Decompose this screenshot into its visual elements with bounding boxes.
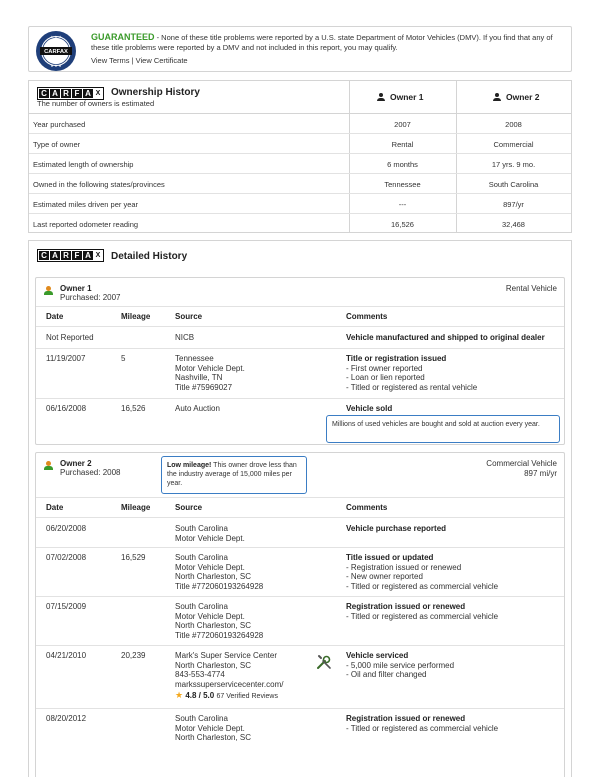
logo-letter: C [39,89,49,98]
table-row [29,174,571,194]
row-label: Estimated miles driven per year [33,200,139,209]
entry-comment-title: Vehicle manufactured and shipped to original dealer [346,333,545,342]
row-label: Type of owner [33,140,81,149]
source-line: Title #772060193264928 [175,630,264,640]
logo-letter: C [39,251,49,260]
low-mileage-text: This owner drove less than the industry average of 15,000 miles per year. [167,462,297,487]
divider [36,517,564,518]
divider [36,348,564,349]
logo-letter: R [61,251,71,260]
source-line: Title #772060193264928 [175,581,264,591]
divider [36,497,564,498]
guarantee-text [91,33,561,52]
owner2-value: 2008 [505,120,522,129]
entry-date: 06/16/2008 [46,404,87,413]
logo-letter: X [95,252,101,259]
source-line: North Charleston, SC [175,660,252,670]
owner1-vehicle-type: Rental Vehicle [505,284,557,293]
owner2-vehicle-info [486,459,557,479]
comment-line: - Titled or registered as commercial vehicle [346,611,499,621]
auction-info-callout: Millions of used vehicles are bought and sold at auction every year. [326,415,560,443]
entry-source [175,524,315,543]
source-line: South Carolina [175,714,228,723]
divider [36,398,564,399]
comments-column-header: Comments [346,503,388,512]
person-icon [377,93,385,101]
owner1-value: 6 months [387,160,418,169]
comment-line: - Titled or registered as rental vehicle [346,382,478,392]
divider [36,645,564,646]
mileage-column-header: Mileage [121,503,151,512]
entry-date: 07/02/2008 [46,553,87,562]
source-line: Motor Vehicle Dept. [175,723,245,733]
person-icon [44,286,53,295]
owner2-purchased: Purchased: 2008 [60,468,121,477]
divider [36,708,564,709]
entry-comments [346,602,561,621]
owner2-miles-per-year: 897 mi/yr [524,469,557,478]
entry-source: NICB [175,333,195,342]
source-column-header: Source [175,312,203,321]
rating-score: 4.8 / 5.0 [185,691,215,700]
owner1-label: Owner 1 [390,92,424,102]
source-line: Nashville, TN [175,373,223,382]
entry-comment-title: Vehicle sold [346,404,393,413]
owner2-history-card [35,452,565,777]
logo-letter: A [50,251,60,260]
verified-reviews-link[interactable]: 67 Verified Reviews [216,693,278,700]
service-rating [175,691,315,702]
comment-line: - Titled or registered as commercial vehicle [346,581,499,591]
comment-line: - Titled or registered as commercial vehicle [346,723,499,733]
owner1-value: Tennessee [384,180,421,189]
divider [36,547,564,548]
owner2-value: 32,468 [502,220,525,229]
carfax-guarantee-seal-icon [35,30,77,72]
owner2-value: Commercial [493,140,534,149]
owner1-name: Owner 1 [60,284,92,293]
detailed-history-section [28,240,572,777]
ownership-title: Ownership History [111,87,200,98]
entry-source [175,651,315,702]
comment-line: - Registration issued or renewed [346,562,462,572]
comment-line: - Loan or lien reported [346,373,425,382]
owner1-value: --- [398,200,407,209]
table-row [29,154,571,174]
entry-date: 07/15/2009 [46,602,87,611]
owner2-vehicle-type: Commercial Vehicle [486,459,557,468]
entry-comments [346,651,561,680]
logo-letter: A [83,89,93,98]
table-row [29,114,571,134]
svg-text:★ ★ ★: ★ ★ ★ [50,35,62,39]
entry-mileage: 16,529 [121,553,146,562]
person-icon [493,93,501,101]
logo-letter: F [72,89,82,98]
comment-line: - 5,000 mile service performed [346,660,455,670]
source-line: Title #75969027 [175,382,233,392]
logo-letter: X [95,90,101,97]
ownership-header [29,81,571,114]
owner2-value: 897/yr [503,200,524,209]
source-line: North Charleston, SC [175,572,252,581]
entry-comments [346,553,561,591]
source-line: 843-553-4774 [175,670,225,679]
source-line: Motor Vehicle Dept. [175,562,245,572]
owner1-column-header [377,92,424,102]
owner1-history-card [35,277,565,445]
entry-source [175,553,315,591]
logo-letter: F [72,251,82,260]
carfax-logo [37,249,104,262]
date-column-header: Date [46,503,64,512]
owner1-value: 16,526 [391,220,414,229]
source-line: Motor Vehicle Dept. [175,533,245,543]
source-column-header: Source [175,503,203,512]
table-row [29,194,571,214]
row-label: Estimated length of ownership [33,160,134,169]
entry-source [175,602,315,640]
entry-date: Not Reported [46,333,94,342]
date-column-header: Date [46,312,64,321]
table-row [29,214,571,234]
table-row [29,134,571,154]
entry-mileage: 16,526 [121,404,146,413]
wrench-screwdriver-icon [316,654,332,670]
star-icon: ★ [175,690,184,700]
entry-comment-title: Vehicle serviced [346,651,409,660]
entry-comments [346,354,561,392]
guarantee-description: - None of these title problems were reported by a U.S. state Department of Motor Vehicles (DMV). If you find that any of these title problems were reported by a DMV and not included in this report, you may qualify. [91,33,553,52]
detailed-history-title: Detailed History [111,251,188,262]
divider [36,326,564,327]
source-line: Motor Vehicle Dept. [175,611,245,621]
source-line: Mark's Super Service Center [175,651,278,660]
svg-text:CARFAX: CARFAX [44,49,68,56]
owner1-value: 2007 [394,120,411,129]
entry-comment-title: Title or registration issued [346,354,447,363]
entry-comment-title: Registration issued or renewed [346,714,466,723]
person-icon [44,461,53,470]
entry-comments [346,714,561,733]
owner1-value: Rental [391,140,414,149]
svg-text:★ ★ ★: ★ ★ ★ [50,64,62,68]
entry-source [175,354,315,392]
row-label: Last reported odometer reading [33,220,139,229]
comment-line: - First owner reported [346,363,423,373]
source-line: South Carolina [175,553,228,562]
low-mileage-heading: Low mileage! [167,462,212,469]
guarantee-box [28,26,572,72]
divider [36,306,564,307]
source-line: North Charleston, SC [175,733,252,742]
entry-date: 11/19/2007 [46,354,86,363]
guaranteed-heading: GUARANTEED [91,32,155,42]
comments-column-header: Comments [346,312,388,321]
ownership-subtitle: The number of owners is estimated [37,99,155,108]
service-website-link[interactable]: markssuperservicecenter.com/ [175,679,284,689]
owner2-name: Owner 2 [60,459,92,468]
source-line: South Carolina [175,602,228,611]
logo-letter: A [83,251,93,260]
view-certificate-link[interactable]: View Certificate [135,56,188,65]
entry-comment-title: Vehicle purchase reported [346,524,447,533]
mileage-column-header: Mileage [121,312,151,321]
entry-date: 06/20/2008 [46,524,87,533]
entry-mileage: 20,239 [121,651,146,660]
comment-line: - Oil and filter changed [346,670,427,679]
entry-source [175,714,315,743]
ownership-history-table [28,80,572,233]
logo-letter: A [50,89,60,98]
owner2-value: 17 yrs. 9 mo. [491,160,536,169]
divider [36,596,564,597]
entry-comment-title: Registration issued or renewed [346,602,466,611]
source-line: Tennessee [175,354,214,363]
guarantee-links [91,56,188,65]
owner1-purchased: Purchased: 2007 [60,293,121,302]
link-separator: | [129,56,136,65]
source-line: North Charleston, SC [175,621,252,630]
owner2-label: Owner 2 [506,92,540,102]
row-label: Owned in the following states/provinces [33,180,165,189]
owner2-value: South Carolina [488,180,539,189]
entry-comment-title: Title issued or updated [346,553,434,562]
owner2-column-header [493,92,540,102]
source-line: South Carolina [175,524,228,533]
low-mileage-callout [161,456,307,494]
view-terms-link[interactable]: View Terms [91,56,130,65]
entry-mileage: 5 [121,354,126,363]
logo-letter: R [61,89,71,98]
comment-line: - New owner reported [346,572,423,581]
source-line: Motor Vehicle Dept. [175,363,245,373]
row-label: Year purchased [33,120,86,129]
entry-date: 04/21/2010 [46,651,87,660]
entry-date: 08/20/2012 [46,714,87,723]
entry-source: Auto Auction [175,404,220,413]
